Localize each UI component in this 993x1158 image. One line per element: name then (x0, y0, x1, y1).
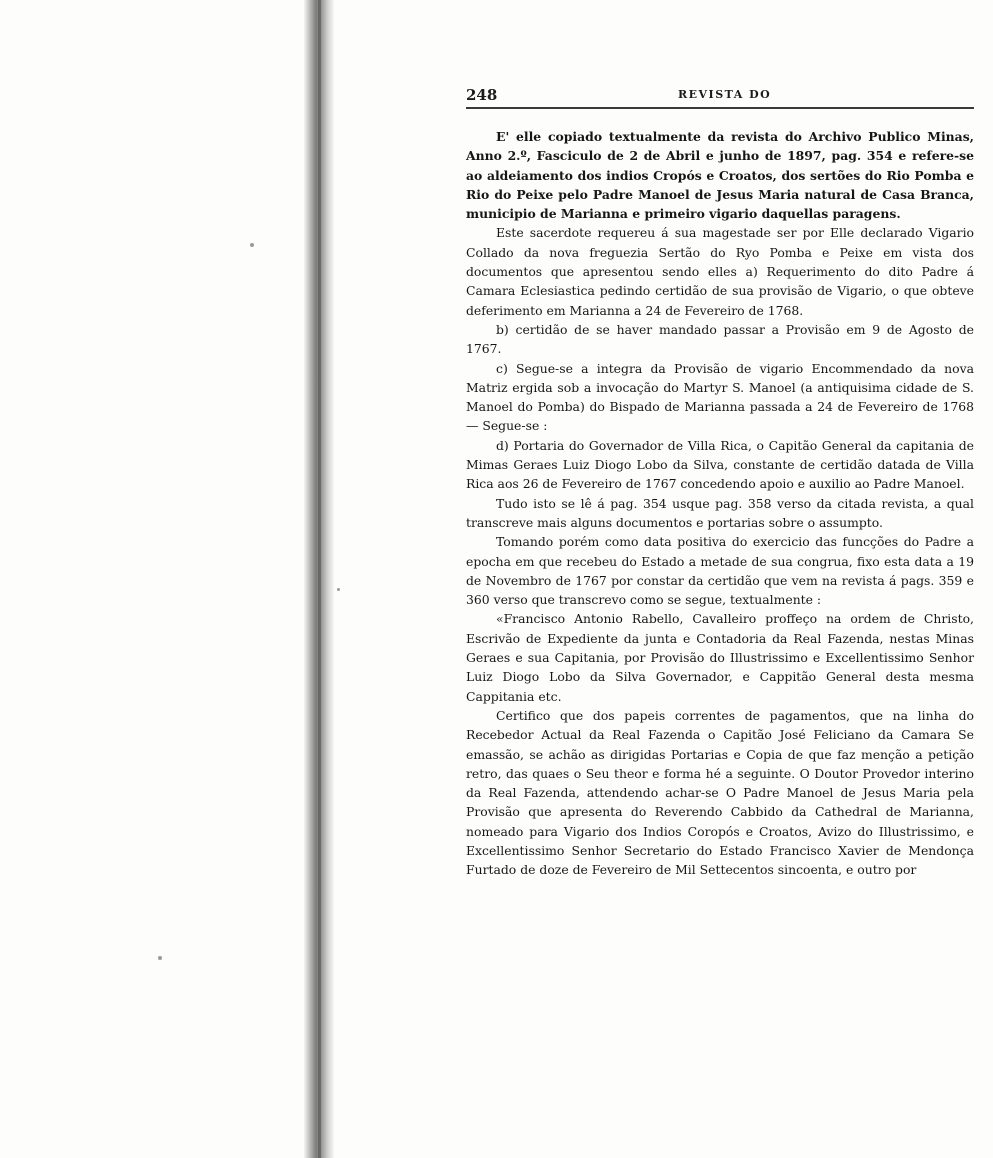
page-header (466, 86, 974, 108)
paragraph: «Francisco Antonio Rabello, Cavalleiro proffeço na ordem de Christo, Escrivão de Expediente da junta e Contadoria da Real Fazenda, nestas Minas Geraes e sua Capitania, por Provisão do Illustrissimo e Excellentissimo Senhor Luiz Diogo Lobo da Silva Governador, e Cappitão General desta mesma Cappitania etc. (466, 611, 974, 704)
paper-speck (337, 588, 340, 591)
paragraph: d) Portaria do Governador de Villa Rica, o Capitão General da capitania de Mimas Geraes Luiz Diogo Lobo da Silva, constante de certidão datada de Villa Rica aos 26 de Fevereiro de 1767 concedendo apoio e auxilio ao Padre Manoel. (466, 437, 974, 492)
paragraph: b) certidão de se haver mandado passar a Provisão em 9 de Agosto de 1767. (466, 321, 974, 357)
paragraph: c) Segue-se a integra da Provisão de vigario Encommendado da nova Matriz ergida sob a invocação do Martyr S. Manoel (a antiquisima cidade de S. Manoel do Pomba) do Bispado de Marianna passada a 24 de Fevereiro de 1768 — Segue-se : (466, 360, 974, 434)
page-body-text (466, 127, 974, 880)
paragraph: E' elle copiado textualmente da revista do Archivo Publico Minas, Anno 2.º, Fasciculo de 2 de Abril e junho de 1897, pag. 354 e refere-se ao aldeiamento dos indios Cropós e Croatos, dos sertões do Rio Pomba e Rio do Peixe pelo Padre Manoel de Jesus Maria natural de Casa Branca, municipio de Marianna e primeiro vigario daquellas paragens. (466, 129, 974, 222)
paper-speck (158, 956, 162, 960)
paragraph: Este sacerdote requereu á sua magestade ser por Elle declarado Vigario Collado da nova freguezia Sertão do Ryo Pomba e Peixe em vista dos documentos que apresentou sendo elles a) Requerimento do dito Padre á Camara Eclesiastica pedindo certidão de sua provisão de Vigario, o que obteve deferimento em Marianna a 24 de Fevereiro de 1768. (466, 225, 974, 318)
binding-fold-line (318, 0, 321, 1158)
running-head: REVISTA DO (678, 88, 772, 101)
header-rule (466, 107, 974, 109)
paragraph: Certifico que dos papeis correntes de pagamentos, que na linha do Recebedor Actual da Real Fazenda o Capitão José Feliciano da Camara Se emassão, se achão as dirigidas Portarias e Copia de que faz menção a petição retro, das quaes o Seu theor e forma hé a seguinte. O Doutor Provedor interino da Real Fazenda, attendendo achar-se O Padre Manoel de Jesus Maria pela Provisão que apresenta do Reverendo Cabbido da Cathedral de Marianna, nomeado para Vigario dos Indios Coropós e Croatos, Avizo do Illustrissimo, e Excellentissimo Senhor Secretario do Estado Francisco Xavier de Mendonça Furtado de doze de Fevereiro de Mil Settecentos sincoenta, e outro por (466, 707, 974, 878)
paper-speck (250, 243, 254, 247)
page-number: 248 (466, 86, 498, 104)
paragraph: Tomando porém como data positiva do exercicio das funcções do Padre a epocha em que recebeu do Estado a metade de sua congrua, fixo esta data a 19 de Novembro de 1767 por constar da certidão que vem na revista á pags. 359 e 360 verso que transcrevo como se segue, textualmente : (466, 534, 974, 608)
paragraph: Tudo isto se lê á pag. 354 usque pag. 358 verso da citada revista, a qual transcreve mais alguns documentos e portarias sobre o assumpto. (466, 495, 974, 530)
